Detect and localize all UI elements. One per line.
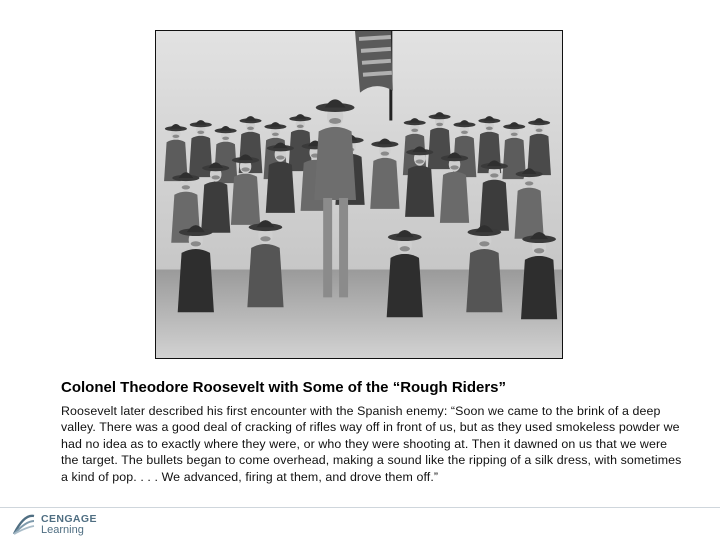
footer-divider	[0, 507, 720, 508]
cengage-logo	[11, 512, 97, 538]
caption-body: Roosevelt later described his first encounter with the Spanish enemy: “Soon we came to the brink of a deep valley. There was a good deal of cracking of rifles way off in front of us, but as they used smokeless powder we had no idea as to exactly where they were, or who they were shooting at. Then it dawned on us that we were the target. The bullets began to come overhead, making a sound like the ripping of a silk dress, with sometimes a kind of pop. . . . We advanced, firing at them, and drove them off.”	[61, 404, 682, 484]
historical-photo	[155, 30, 563, 359]
logo-subtext: Learning	[41, 524, 84, 536]
cengage-mark-icon	[11, 512, 37, 538]
logo-wordmark: CENGAGE	[41, 513, 97, 525]
caption-title: Colonel Theodore Roosevelt with Some of the “Rough Riders”	[61, 379, 507, 396]
photo-illustration	[156, 31, 562, 358]
